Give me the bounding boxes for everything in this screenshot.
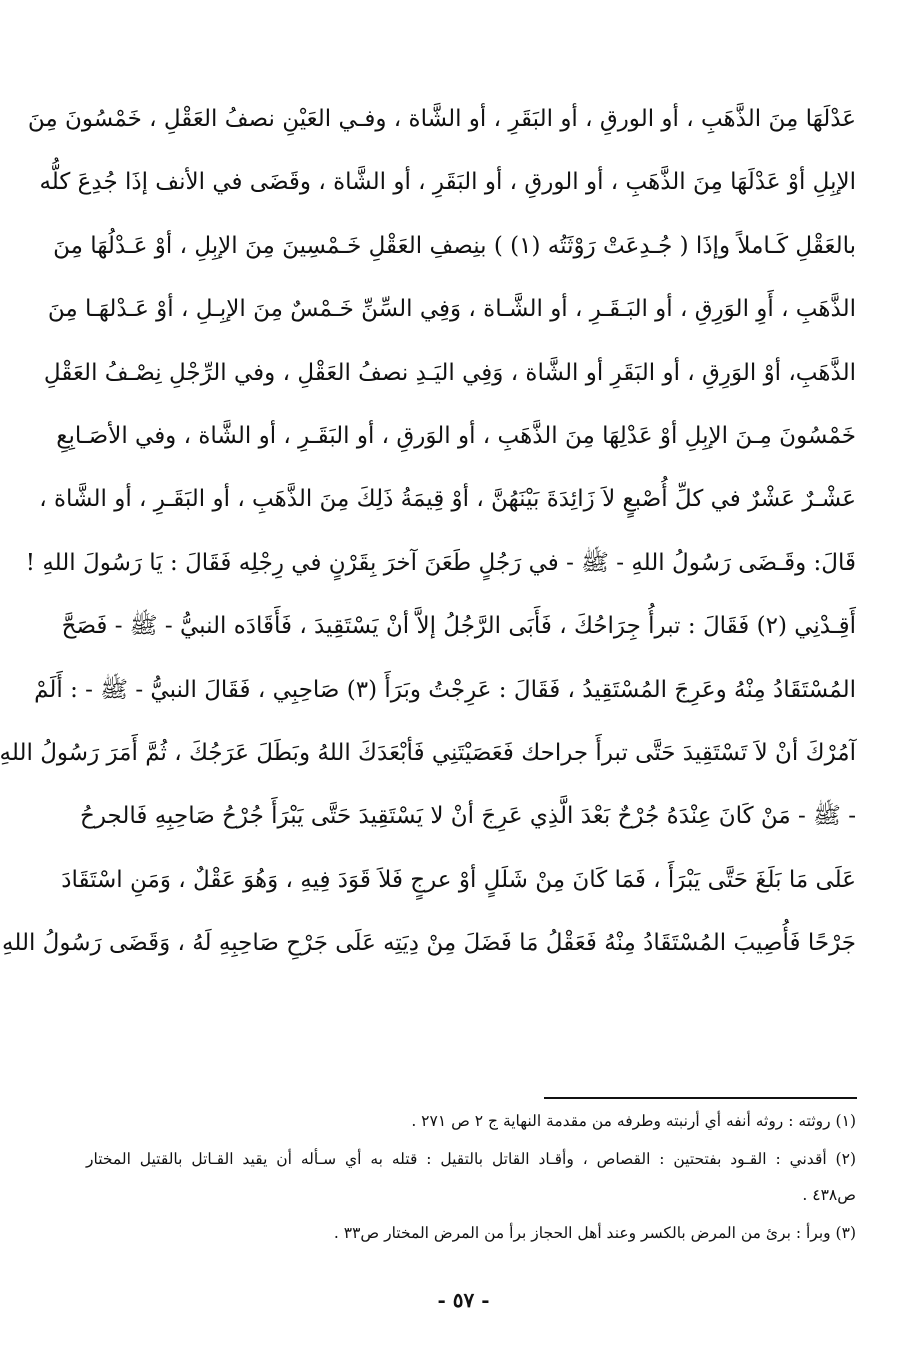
text-line-14: جَرْحًا فَأُصِيبَ المُسْتَقَادُ مِنْهُ فَعَقْلُ مَا فَضَلَ مِنْ دِيَتِه عَلَى جَرْحِ صَاحِبِهِ لَهُ ، وَقَضَى رَسُولُ اللهِ bbox=[2, 930, 856, 957]
text-line-8: قَالَ: وقَـضَى رَسُولُ اللهِ - ﷺ - في رَجُلٍ طَعَنَ آخرَ بِقَرْنٍ في رِجْلِه فَقَالَ : يَا رَسُولَ اللهِ ! bbox=[25, 549, 856, 576]
text-line-5: الذَّهَبِ، أوْ الوَرِقِ ، أو البَقَرِ أو الشَّاة ، وَفِي اليَـدِ نصفُ العَقْلِ ، وفي الرِّجْلِ نِصْـفُ العَقْلِ bbox=[43, 359, 856, 386]
footnote-3: (٣) وبرأ : برئ من المرض بالكسر وعند أهل الحجاز برأ من المرض المختار ص٣٣ . bbox=[333, 1224, 856, 1242]
page-number: - ٥٧ - bbox=[437, 1288, 490, 1312]
footnote-2-continuation: ص٤٣٨ . bbox=[802, 1186, 856, 1204]
footnote-2: (٢) أقدني : القـود بفتحتين : القصاص ، وأقـاد القاتل بالتقيل : قتله به أي سـأله أن يقيد القـاتل بالقتيل المختار bbox=[86, 1150, 856, 1168]
text-line-1: عَدْلَهَا مِنَ الذَّهَبِ ، أو الورقِ ، أو البَقَرِ ، أو الشَّاة ، وفـي العَيْنِ نصفُ العَقْلِ ، خَمْسُونَ مِنَ bbox=[27, 106, 856, 132]
text-line-4: الذَّهَبِ ، أَوِ الوَرِقِ ، أو البَـقَـرِ ، أو الشَّـاة ، وَفِي السِّنِّ خَـمْسٌ مِنَ الإبِـلِ ، أوْ عَـدْلهَـا مِنَ bbox=[47, 296, 856, 323]
text-line-11: آمُرْكَ أنْ لاَ تَسْتَقِيدَ حَتَّى تبرأَ جراحك فَعَصَيْتَنِي فَأبْعَدَكَ اللهُ وبَطَلَ عَرَجُكَ ، ثُمَّ أَمَرَ رَسُولُ اللهِ bbox=[0, 739, 856, 766]
text-line-7: عَشْـرٌ عَشْرٌ في كلِّ أُصْبعٍ لاَ زَائِدَةَ بَيْنَهُنَّ ، أوْ قِيمَةُ ذَلِكَ مِنَ الذَّهَبِ ، أو البَقَـرِ ، أو الشَّاة ، bbox=[39, 486, 856, 513]
text-line-13: عَلَى مَا بَلَغَ حَتَّى يَبْرَأَ ، فَمَا كَانَ مِنْ شَلَلٍ أوْ عرجٍ فَلاَ قَوَدَ فِيهِ ، وَهُوَ عَقْلٌ ، وَمَنِ اسْتَقَادَ bbox=[61, 866, 856, 893]
footnote-separator bbox=[544, 1097, 857, 1099]
main-text bbox=[0, 88, 856, 975]
text-line-3: بالعَقْلِ كَـاملاً وإذَا ( جُـدِعَتْ رَوْثَتُه (١) ) بنِصفِ العَقْلِ خَـمْسِينَ مِنَ الإبِلِ ، أوْ عَـدْلُهَا مِنَ bbox=[53, 232, 856, 259]
text-line-12: - ﷺ - مَنْ كَانَ عِنْدَهُ جُرْحٌ بَعْدَ الَّذِي عَرِجَ أنْ لا يَسْتَقِيدَ حَتَّى يَبْرَأَ جُرْحُ صَاحِبِهِ فَالجرحُ bbox=[80, 803, 856, 830]
text-line-9: أَقِـدْنِي (٢) فَقَالَ : تبرأُ جِرَاحُكَ ، فَأَبَى الرَّجُلُ إلاَّ أنْ يَسْتَقِيدَ ، فَأَقَادَه النبيُّ - ﷺ - فَصَحَّ bbox=[61, 613, 856, 640]
text-line-2: الإبِلِ أوْ عَدْلَهَا مِنَ الذَّهَبِ ، أو الورقِ ، أو البَقَرِ ، أو الشَّاة ، وقَضَى في الأنف إذَا جُدِعَ كلُّه bbox=[39, 169, 856, 196]
text-line-10: المُسْتَقَادُ مِنْهُ وعَرِجَ المُسْتَقِيدُ ، فَقَالَ : عَرِجْتُ وبَرَأَ (٣) صَاحِبِي ، فَقَالَ النبيُّ - ﷺ - : أَلَمْ bbox=[34, 676, 856, 703]
text-line-6: خَمْسُونَ مِـنَ الإبِلِ أوْ عَدْلِهَا مِنَ الذَّهَبِ ، أو الوَرقِ ، أو البَقَـرِ ، أو الشَّاة ، وفي الأصَـابِعِ bbox=[56, 422, 856, 449]
footnote-1: (١) روثته : روثه أنفه أي أرنبته وطرفه من مقدمة النهاية ج ٢ ص ٢٧١ . bbox=[411, 1112, 856, 1130]
